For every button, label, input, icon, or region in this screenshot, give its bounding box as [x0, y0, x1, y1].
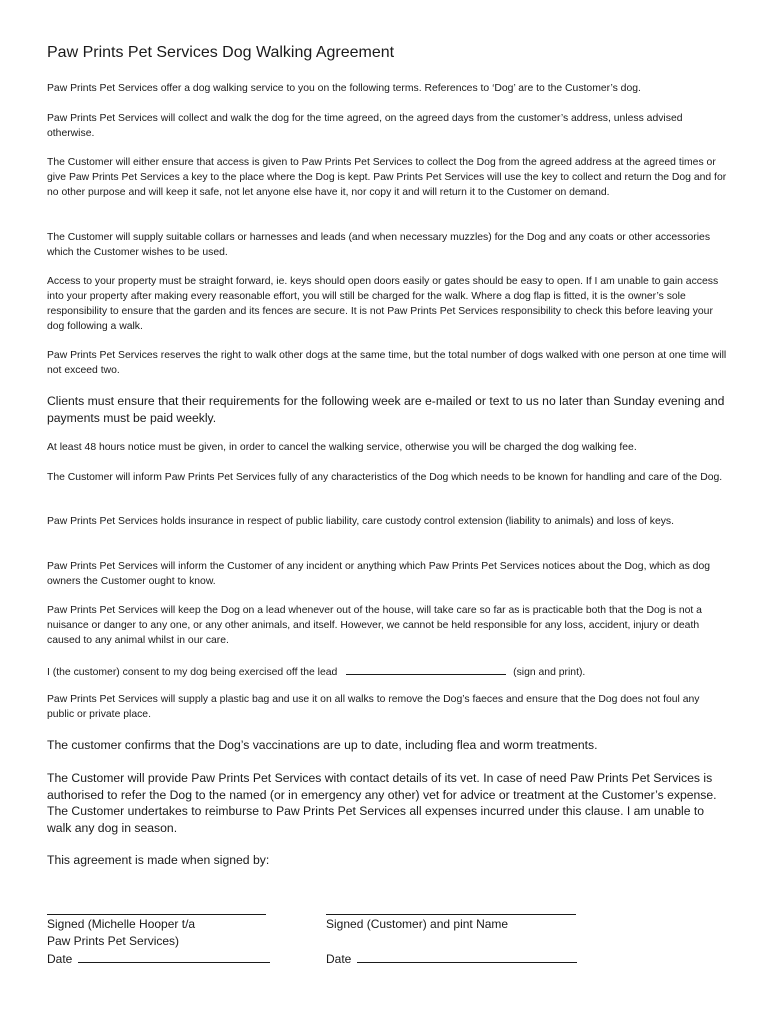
paragraph-plastic-bag: Paw Prints Pet Services will supply a plastic bag and use it on all walks to remove the Dog’s faeces and ensure that the Dog does not foul any public or private place.: [47, 694, 700, 720]
paragraph-off-lead-consent: [47, 663, 727, 680]
paragraph-insurance: Paw Prints Pet Services holds insurance in respect of public liability, care custody control extension (liability to animals) and loss of keys.: [47, 516, 674, 527]
paragraph-cancellation-notice: At least 48 hours notice must be given, in order to cancel the walking service, otherwise you will be charged the dog walking fee.: [47, 442, 637, 453]
off-lead-consent-text: I (the customer) consent to my dog being exercised off the lead: [47, 667, 338, 678]
paragraph-access-key: The Customer will either ensure that access is given to Paw Prints Pet Services to collect the Dog from the agreed address at the agreed times or give Paw Prints Pet Services a key to the place where the Dog is kept. Paw Prints Pet Services will use the key to collect and return the Dog and for no other purpose and will keep it safe, not let anyone else have it, nor copy it and will return it to the Customer on demand.: [47, 157, 727, 198]
paragraph-service-offer: Paw Prints Pet Services offer a dog walking service to you on the following terms. References to ‘Dog’ are to the Customer’s dog.: [47, 83, 641, 94]
customer-signature-line[interactable]: [326, 914, 576, 915]
customer-date-label: Date: [326, 952, 352, 966]
document-title: Paw Prints Pet Services Dog Walking Agreement: [47, 44, 395, 61]
paragraph-dog-characteristics: The Customer will inform Paw Prints Pet Services fully of any characteristics of the Dog which needs to be known for handling and care of the Dog.: [47, 472, 723, 483]
provider-signature-label-line2: Paw Prints Pet Services): [47, 934, 180, 948]
provider-signature-line[interactable]: [47, 914, 266, 915]
paragraph-property-access: Access to your property must be straight forward, ie. keys should open doors easily or gates should be easy to open. If I am unable to gain access into your property after making every reasonable effort, you will still be charged for the walk. Where a dog flap is fitted, it is the owner’s sole responsibility to ensure that the garden and its fences are secure. It is not Paw Prints Pet Services responsibility to check this before leaving your dog following a walk.: [47, 276, 719, 332]
paragraph-incident-reporting: Paw Prints Pet Services will inform the Customer of any incident or anything which Paw Prints Pet Services notices about the Dog, which as dog owners the Customer ought to know.: [47, 561, 711, 587]
paragraph-vaccinations: The customer confirms that the Dog’s vaccinations are up to date, including flea and worm treatments.: [47, 738, 598, 752]
provider-signature-label-line1: Signed (Michelle Hooper t/a: [47, 917, 196, 931]
customer-date-row: [326, 950, 577, 968]
paragraph-lead-responsibility: Paw Prints Pet Services will keep the Dog on a lead whenever out of the house, will take care so far as is practicable both that the Dog is not a nuisance or danger to any one, or any other animals, and itself. However, we cannot be held responsible for any loss, accident, injury or death caused to any animal whilst in our care.: [47, 605, 702, 646]
provider-date-row: [47, 950, 270, 968]
paragraph-collect-walk: Paw Prints Pet Services will collect and walk the dog for the time agreed, on the agreed days from the customer’s address, unless advised otherwise.: [47, 113, 683, 139]
paragraph-vet-details: The Customer will provide Paw Prints Pet Services with contact details of its vet. In case of need Paw Prints Pet Services is authorised to refer the Dog to the named (or in emergency any other) vet for advice or treatment at the Customer’s expense. The Customer undertakes to reimburse to Paw Prints Pet Services all expenses incurred under this clause. I am unable to walk any dog in season.: [47, 771, 717, 835]
customer-signature-label: Signed (Customer) and pint Name: [326, 917, 509, 931]
provider-date-label: Date: [47, 952, 73, 966]
off-lead-sign-print-label: (sign and print).: [513, 667, 586, 678]
off-lead-signature-field[interactable]: [346, 663, 506, 675]
paragraph-other-dogs: Paw Prints Pet Services reserves the right to walk other dogs at the same time, but the total number of dogs walked with one person at one time will not exceed two.: [47, 350, 727, 376]
customer-date-field[interactable]: [357, 950, 577, 963]
paragraph-collars-leads: The Customer will supply suitable collars or harnesses and leads (and when necessary muzzles) for the Dog and any coats or other accessories which the Customer wishes to be used.: [47, 232, 711, 258]
paragraph-requirements-payments: Clients must ensure that their requirements for the following week are e-mailed or text to us no later than Sunday evening and payments must be paid weekly.: [47, 394, 725, 425]
provider-date-field[interactable]: [78, 950, 270, 963]
paragraph-agreement-signed: This agreement is made when signed by:: [47, 853, 270, 867]
